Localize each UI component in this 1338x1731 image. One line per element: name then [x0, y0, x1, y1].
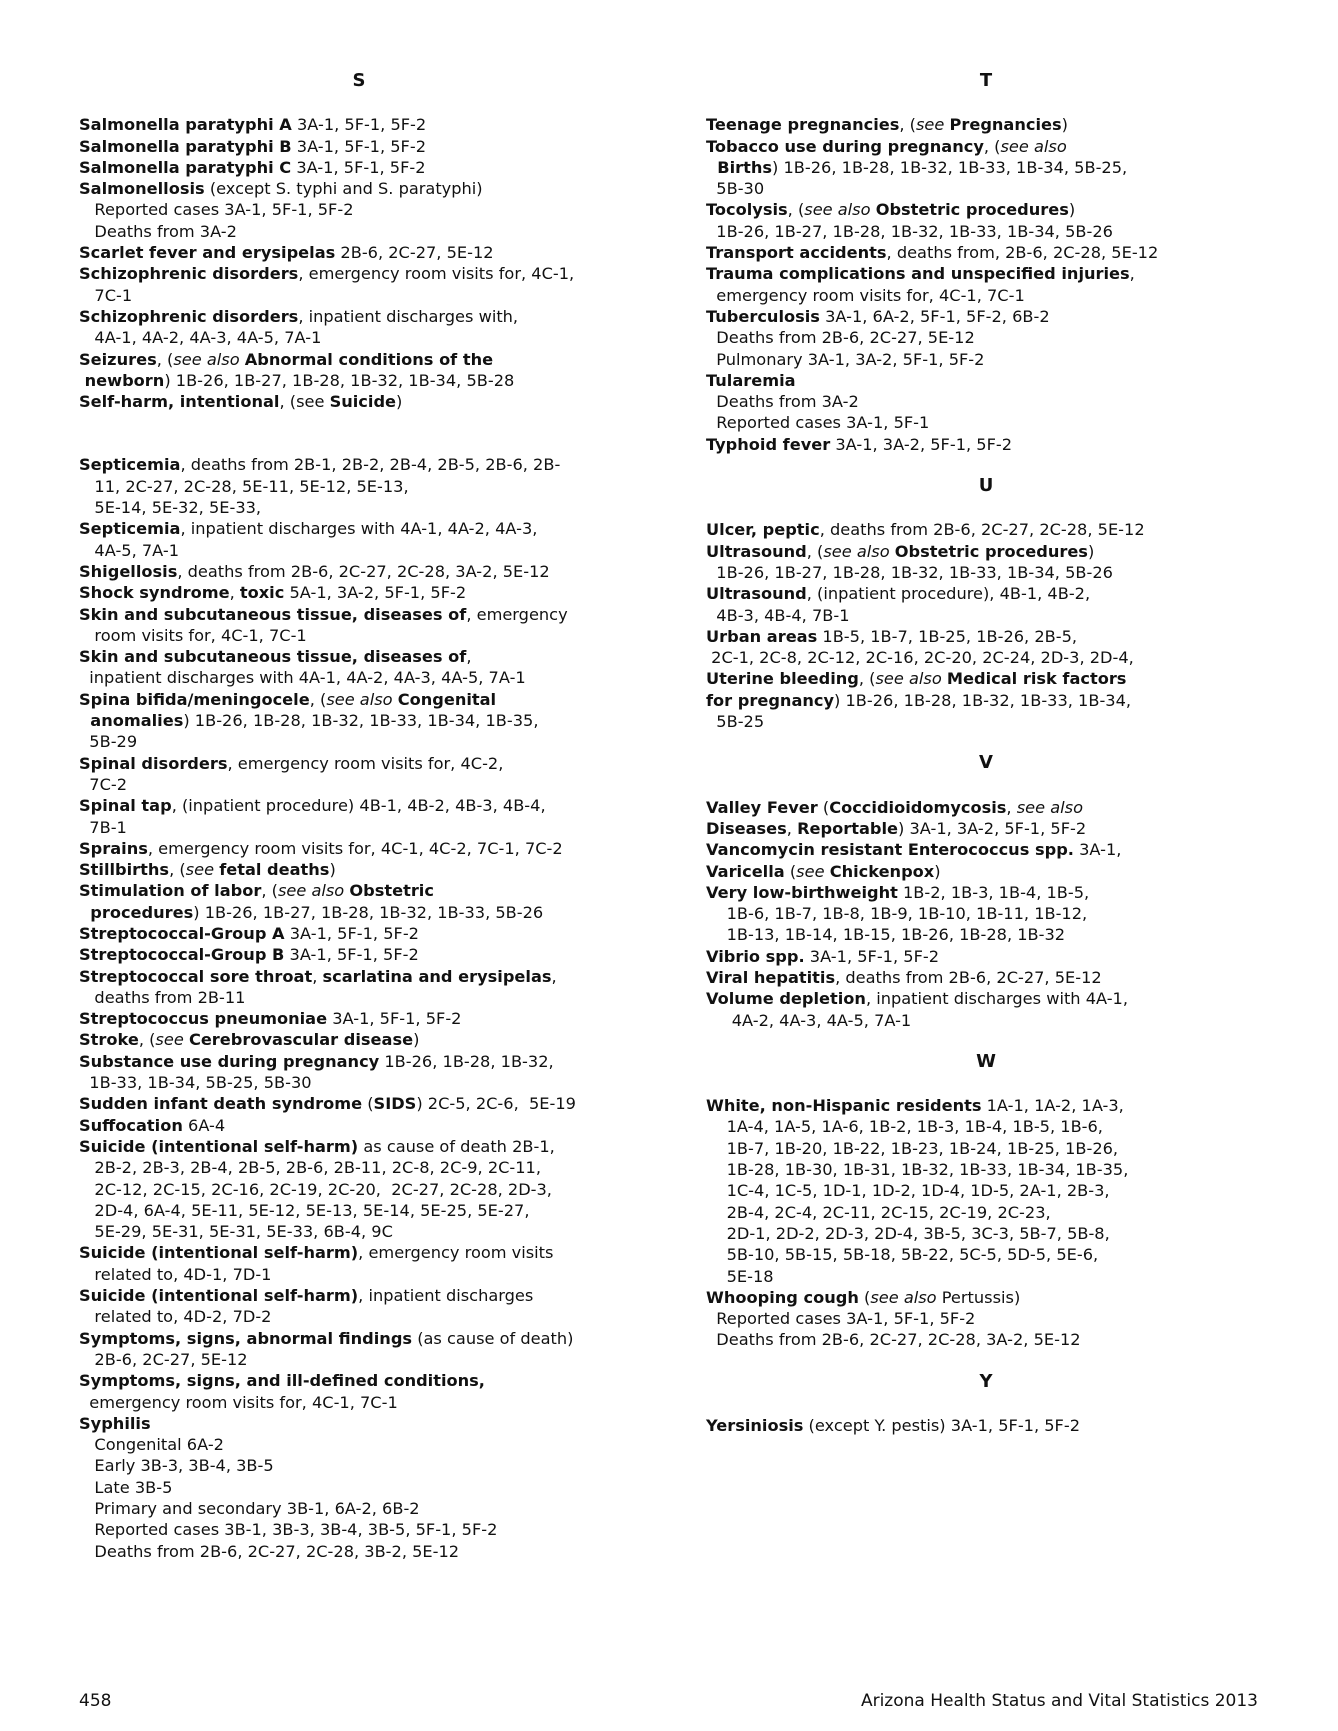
index-entry: Schizophrenic disorders, inpatient discharges with, — [79, 306, 519, 326]
index-entry-continuation: Births) 1B-26, 1B-28, 1B-32, 1B-33, 1B-34, 5B-25, — [706, 157, 1128, 177]
index-subentry: Reported cases 3B-1, 3B-3, 3B-4, 3B-5, 5F-1, 5F-2 — [79, 1520, 498, 1540]
index-entry: Sudden infant death syndrome (SIDS) 2C-5, 2C-6, 5E-19 — [79, 1094, 576, 1114]
index-entry-continuation: 4A-5, 7A-1 — [79, 540, 180, 560]
index-entry: Varicella (see Chickenpox) — [706, 861, 941, 881]
index-entry-continuation: 5E-18 — [706, 1266, 774, 1286]
index-entry-continuation: 2D-1, 2D-2, 2D-3, 2D-4, 3B-5, 3C-3, 5B-7, 5B-8, — [706, 1223, 1110, 1243]
index-entry-continuation: 7B-1 — [79, 817, 127, 837]
section-heading-y: Y — [979, 1370, 993, 1392]
index-entry: Shock syndrome, toxic 5A-1, 3A-2, 5F-1, 5F-2 — [79, 583, 467, 603]
index-entry-continuation: 5B-30 — [706, 179, 765, 199]
index-entry-continuation: 4A-1, 4A-2, 4A-3, 4A-5, 7A-1 — [79, 328, 322, 348]
index-entry: Spina bifida/meningocele, (see also Congenital — [79, 689, 497, 709]
index-entry-continuation: 1B-26, 1B-27, 1B-28, 1B-32, 1B-33, 1B-34, 5B-26 — [706, 221, 1113, 241]
index-entry-continuation: 4A-2, 4A-3, 4A-5, 7A-1 — [706, 1010, 912, 1030]
index-entry: Substance use during pregnancy 1B-26, 1B-28, 1B-32, — [79, 1051, 554, 1071]
index-entry-continuation: emergency room visits for, 4C-1, 7C-1 — [706, 285, 1025, 305]
index-entry: Suffocation 6A-4 — [79, 1115, 226, 1135]
index-entry-continuation: 1B-26, 1B-27, 1B-28, 1B-32, 1B-33, 1B-34, 5B-26 — [706, 562, 1113, 582]
index-entry: Shigellosis, deaths from 2B-6, 2C-27, 2C-28, 3A-2, 5E-12 — [79, 561, 550, 581]
index-entry: Stroke, (see Cerebrovascular disease) — [79, 1030, 420, 1050]
index-subentry: Primary and secondary 3B-1, 6A-2, 6B-2 — [79, 1499, 420, 1518]
index-entry-continuation: for pregnancy) 1B-26, 1B-28, 1B-32, 1B-33, 1B-34, — [706, 690, 1132, 710]
index-entry: Very low-birthweight 1B-2, 1B-3, 1B-4, 1B-5, — [706, 882, 1090, 902]
index-entry-continuation: deaths from 2B-11 — [79, 987, 246, 1007]
index-entry: Vibrio spp. 3A-1, 5F-1, 5F-2 — [706, 946, 940, 966]
index-entry-continuation: related to, 4D-1, 7D-1 — [79, 1264, 272, 1284]
index-entry: Skin and subcutaneous tissue, diseases of, — [79, 647, 472, 667]
index-entry: Transport accidents, deaths from, 2B-6, 2C-28, 5E-12 — [706, 243, 1159, 263]
index-entry-continuation: 11, 2C-27, 2C-28, 5E-11, 5E-12, 5E-13, — [79, 476, 409, 496]
index-entry: Tocolysis, (see also Obstetric procedures) — [706, 200, 1076, 220]
index-entry: Symptoms, signs, and ill-defined conditions, — [79, 1371, 485, 1391]
index-entry: Ulcer, peptic, deaths from 2B-6, 2C-27, 2C-28, 5E-12 — [706, 520, 1145, 540]
index-entry: Tularemia — [706, 370, 796, 390]
index-entry-continuation: 2B-4, 2C-4, 2C-11, 2C-15, 2C-19, 2C-23, — [706, 1202, 1051, 1222]
index-entry: Syphilis — [79, 1413, 151, 1433]
index-entry: Salmonellosis (except S. typhi and S. paratyphi) — [79, 179, 483, 199]
index-entry-continuation: 2C-12, 2C-15, 2C-16, 2C-19, 2C-20, 2C-27, 2C-28, 2D-3, — [79, 1179, 552, 1199]
index-subentry: Late 3B-5 — [79, 1477, 173, 1497]
index-entry: Suicide (intentional self-harm) as cause of death 2B-1, — [79, 1136, 555, 1156]
index-entry-continuation: related to, 4D-2, 7D-2 — [79, 1307, 272, 1327]
index-subentry: Reported cases 3A-1, 5F-1, 5F-2 — [706, 1309, 976, 1329]
index-entry-continuation: 1B-7, 1B-20, 1B-22, 1B-23, 1B-24, 1B-25, 1B-26, — [706, 1138, 1119, 1158]
index-entry: Streptococcal sore throat, scarlatina and erysipelas, — [79, 966, 557, 986]
index-entry-continuation: 5B-29 — [79, 732, 138, 752]
index-subentry: Deaths from 2B-6, 2C-27, 2C-28, 3A-2, 5E-12 — [706, 1330, 1081, 1350]
index-entry: Streptococcal-Group A 3A-1, 5F-1, 5F-2 — [79, 923, 419, 943]
index-entry: White, non-Hispanic residents 1A-1, 1A-2, 1A-3, — [706, 1096, 1124, 1116]
index-column-right — [706, 70, 1266, 1436]
section-heading-s: S — [352, 70, 366, 91]
index-entry-continuation: 5E-29, 5E-31, 5E-31, 5E-33, 6B-4, 9C — [79, 1222, 393, 1242]
index-entry: Suicide (intentional self-harm), inpatient discharges — [79, 1286, 534, 1306]
index-entry: Septicemia, inpatient discharges with 4A-1, 4A-2, 4A-3, — [79, 519, 538, 539]
index-entry: Septicemia, deaths from 2B-1, 2B-2, 2B-4, 2B-5, 2B-6, 2B- — [79, 455, 561, 475]
index-entry: Schizophrenic disorders, emergency room visits for, 4C-1, — [79, 264, 575, 284]
index-entry-continuation: 1B-13, 1B-14, 1B-15, 1B-26, 1B-28, 1B-32 — [706, 925, 1066, 945]
index-entry: Tuberculosis 3A-1, 6A-2, 5F-1, 5F-2, 6B-2 — [706, 306, 1050, 326]
index-entry-continuation: 1C-4, 1C-5, 1D-1, 1D-2, 1D-4, 1D-5, 2A-1, 2B-3, — [706, 1181, 1110, 1201]
index-subentry: Congenital 6A-2 — [79, 1435, 224, 1455]
index-subentry: Deaths from 3A-2 — [79, 221, 237, 241]
index-entry: Uterine bleeding, (see also Medical risk factors — [706, 669, 1127, 689]
index-entry-continuation: 7C-1 — [79, 285, 133, 305]
index-subentry: Deaths from 2B-6, 2C-27, 5E-12 — [706, 328, 975, 348]
index-subentry: Early 3B-3, 3B-4, 3B-5 — [79, 1456, 274, 1476]
page-number: 458 — [79, 1691, 112, 1711]
index-entry-continuation: 4B-3, 4B-4, 7B-1 — [706, 605, 850, 625]
index-entry: Streptococcus pneumoniae 3A-1, 5F-1, 5F-2 — [79, 1009, 462, 1029]
index-entry: Spinal disorders, emergency room visits for, 4C-2, — [79, 753, 504, 773]
index-entry-continuation: 1B-33, 1B-34, 5B-25, 5B-30 — [79, 1073, 312, 1093]
index-entry-continuation: 1A-4, 1A-5, 1A-6, 1B-2, 1B-3, 1B-4, 1B-5, 1B-6, — [706, 1117, 1103, 1137]
index-entry: Viral hepatitis, deaths from 2B-6, 2C-27, 5E-12 — [706, 967, 1102, 987]
section-heading-t: T — [979, 70, 993, 91]
index-subentry: Reported cases 3A-1, 5F-1, 5F-2 — [79, 200, 354, 220]
index-entry: Ultrasound, (inpatient procedure), 4B-1, 4B-2, — [706, 584, 1091, 604]
index-entry-continuation: emergency room visits for, 4C-1, 7C-1 — [79, 1392, 398, 1412]
index-subentry: Pulmonary 3A-1, 3A-2, 5F-1, 5F-2 — [706, 349, 985, 369]
index-subentry: Deaths from 2B-6, 2C-27, 2C-28, 3B-2, 5E-12 — [79, 1541, 460, 1561]
index-entry-continuation: 2B-6, 2C-27, 5E-12 — [79, 1349, 248, 1369]
publication-title: Arizona Health Status and Vital Statistics 2013 — [860, 1691, 1258, 1711]
index-entry: Salmonella paratyphi B 3A-1, 5F-1, 5F-2 — [79, 136, 427, 156]
index-entry-continuation: 5E-14, 5E-32, 5E-33, — [79, 498, 262, 518]
index-entry-continuation: 2D-4, 6A-4, 5E-11, 5E-12, 5E-13, 5E-14, 5E-25, 5E-27, — [79, 1200, 530, 1220]
index-entry: Suicide (intentional self-harm), emergency room visits — [79, 1243, 554, 1263]
index-entry: Salmonella paratyphi C 3A-1, 5F-1, 5F-2 — [79, 157, 426, 177]
index-entry: Symptoms, signs, abnormal findings (as cause of death) — [79, 1328, 574, 1348]
index-entry: Salmonella paratyphi A 3A-1, 5F-1, 5F-2 — [79, 115, 427, 135]
index-entry: Skin and subcutaneous tissue, diseases of, emergency — [79, 604, 568, 624]
index-entry: Scarlet fever and erysipelas 2B-6, 2C-27, 5E-12 — [79, 243, 494, 263]
index-entry: Valley Fever (Coccidioidomycosis, see also — [706, 797, 1083, 817]
index-entry: Whooping cough (see also Pertussis) — [706, 1287, 1021, 1307]
index-entry-continuation: Diseases, Reportable) 3A-1, 3A-2, 5F-1, 5F-2 — [706, 818, 1087, 838]
section-heading-u: U — [978, 475, 994, 497]
section-heading-v: V — [979, 752, 993, 774]
index-entry: Typhoid fever 3A-1, 3A-2, 5F-1, 5F-2 — [706, 434, 1013, 454]
index-entry: Sprains, emergency room visits for, 4C-1, 4C-2, 7C-1, 7C-2 — [79, 838, 563, 858]
index-entry: Streptococcal-Group B 3A-1, 5F-1, 5F-2 — [79, 945, 419, 965]
index-entry: Teenage pregnancies, (see Pregnancies) — [706, 115, 1068, 135]
index-entry: Stillbirths, (see fetal deaths) — [79, 860, 336, 880]
index-entry-continuation: anomalies) 1B-26, 1B-28, 1B-32, 1B-33, 1B-34, 1B-35, — [79, 711, 539, 731]
index-entry: Self-harm, intentional, (see Suicide) — [79, 392, 403, 412]
index-subentry: Deaths from 3A-2 — [706, 392, 859, 412]
index-entry: Spinal tap, (inpatient procedure) 4B-1, 4B-2, 4B-3, 4B-4, — [79, 796, 546, 816]
index-entry: Yersiniosis (except Y. pestis) 3A-1, 5F-1, 5F-2 — [706, 1416, 1081, 1436]
index-entry: Seizures, (see also Abnormal conditions of the — [79, 349, 494, 369]
index-entry: Stimulation of labor, (see also Obstetric — [79, 881, 434, 901]
index-entry-continuation: 1B-6, 1B-7, 1B-8, 1B-9, 1B-10, 1B-11, 1B-12, — [706, 904, 1088, 924]
index-column-left — [79, 70, 639, 1562]
index-entry: Tobacco use during pregnancy, (see also — [706, 136, 1067, 156]
index-entry-continuation: procedures) 1B-26, 1B-27, 1B-28, 1B-32, 1B-33, 5B-26 — [79, 902, 544, 922]
index-entry-continuation: inpatient discharges with 4A-1, 4A-2, 4A-3, 4A-5, 7A-1 — [79, 668, 526, 688]
index-entry: Volume depletion, inpatient discharges with 4A-1, — [706, 989, 1128, 1009]
index-entry-continuation: 2B-2, 2B-3, 2B-4, 2B-5, 2B-6, 2B-11, 2C-8, 2C-9, 2C-11, — [79, 1158, 541, 1178]
index-entry-continuation: 7C-2 — [79, 774, 128, 794]
index-entry: Vancomycin resistant Enterococcus spp. 3A-1, — [706, 840, 1122, 860]
section-heading-w: W — [976, 1050, 996, 1072]
index-entry-continuation: 5B-10, 5B-15, 5B-18, 5B-22, 5C-5, 5D-5, 5E-6, — [706, 1245, 1099, 1265]
index-entry-continuation: room visits for, 4C-1, 7C-1 — [79, 625, 307, 645]
index-entry-continuation: 2C-1, 2C-8, 2C-12, 2C-16, 2C-20, 2C-24, 2D-3, 2D-4, — [706, 648, 1134, 668]
index-entry: Urban areas 1B-5, 1B-7, 1B-25, 1B-26, 2B-5, — [706, 626, 1078, 646]
index-entry-continuation: newborn) 1B-26, 1B-27, 1B-28, 1B-32, 1B-34, 5B-28 — [79, 370, 515, 390]
index-entry-continuation: 1B-28, 1B-30, 1B-31, 1B-32, 1B-33, 1B-34, 1B-35, — [706, 1160, 1129, 1180]
index-entry-continuation: 5B-25 — [706, 712, 765, 732]
index-entry: Ultrasound, (see also Obstetric procedures) — [706, 541, 1095, 561]
index-subentry: Reported cases 3A-1, 5F-1 — [706, 413, 930, 433]
index-entry: Trauma complications and unspecified injuries, — [706, 264, 1135, 284]
